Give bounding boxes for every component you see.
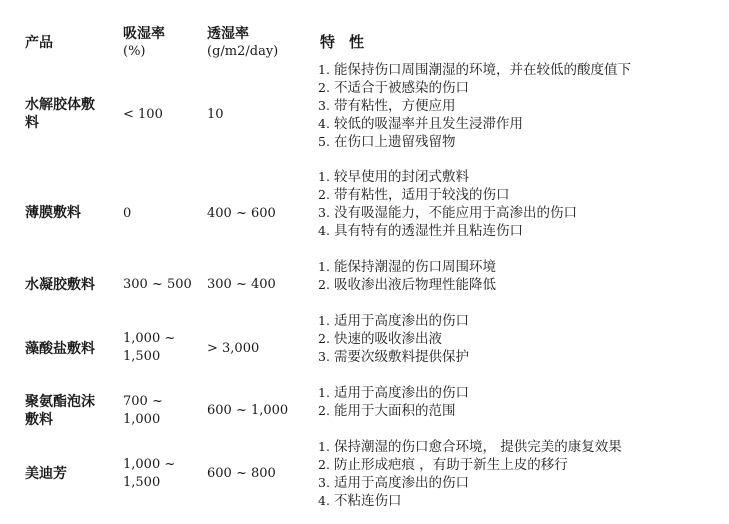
characteristic-item	[318, 186, 577, 204]
header-trans-label: 透湿率	[207, 26, 249, 42]
item-number: 1.	[318, 259, 330, 274]
item-number: 1.	[318, 385, 330, 400]
absorb-rate	[123, 205, 131, 223]
item-text: 需要次级敷料提供保护	[334, 349, 469, 365]
item-text: 适用于高度渗出的伤口	[334, 385, 469, 401]
item-text: 能保持伤口周围潮湿的环境，并在较低的酸度值下	[334, 62, 631, 78]
characteristic-item	[318, 384, 469, 402]
item-number: 4.	[318, 493, 330, 508]
absorb-rate-line1: 700 ~	[123, 394, 163, 409]
item-text: 没有吸湿能力，不能应用于高渗出的伤口	[334, 205, 577, 221]
product-name-line1: 水凝胶敷料	[25, 277, 95, 293]
product-name-line1: 聚氨酯泡沫	[25, 394, 95, 410]
transmission-rate: 600 ~ 800	[207, 466, 276, 481]
item-text: 快速的吸收渗出液	[334, 331, 442, 347]
product-name	[25, 393, 95, 429]
item-number: 2.	[318, 331, 330, 346]
product-name	[25, 96, 95, 132]
characteristic-item	[318, 258, 496, 276]
item-text: 防止形成疤痕 ，有助于新生上皮的移行	[334, 457, 568, 473]
item-text: 具有特有的透湿性并且粘连伤口	[334, 223, 523, 239]
characteristic-item	[318, 312, 469, 330]
item-text: 较早使用的封闭式敷料	[334, 169, 469, 185]
item-text: 能保持潮湿的伤口周围环境	[334, 259, 496, 275]
transmission-rate: 600 ~ 1,000	[207, 403, 289, 418]
item-text: 吸收渗出液后物理性能降低	[334, 277, 496, 293]
header-absorb-unit: (%)	[123, 44, 146, 59]
characteristic-item	[318, 61, 631, 79]
characteristic-item	[318, 222, 577, 240]
header-absorb-rate	[123, 25, 165, 61]
item-number: 4.	[318, 223, 330, 238]
characteristic-item	[318, 438, 622, 456]
item-number: 5.	[318, 134, 330, 149]
item-number: 3.	[318, 205, 330, 220]
product-name-line1: 美迪芳	[25, 466, 67, 482]
product-name-line1: 水解胶体敷	[25, 97, 95, 113]
item-number: 2.	[318, 187, 330, 202]
absorb-rate	[123, 106, 163, 124]
absorb-rate-line1: 1,000 ~	[123, 457, 176, 472]
item-text: 不粘连伤口	[334, 493, 402, 509]
item-text: 带有粘性，方便应用	[334, 98, 456, 114]
characteristic-item	[318, 168, 577, 186]
characteristic-item	[318, 204, 577, 222]
characteristic-item	[318, 456, 622, 474]
item-text: 适用于高度渗出的伤口	[334, 475, 469, 491]
item-text: 带有粘性，适用于较浅的伤口	[334, 187, 510, 203]
transmission-rate: 10	[207, 107, 224, 122]
product-name	[25, 340, 95, 358]
characteristic-item	[318, 97, 631, 115]
product-name	[25, 276, 95, 294]
product-name	[25, 204, 81, 222]
absorb-rate	[123, 393, 163, 429]
transmission-rate: > 3,000	[207, 341, 260, 356]
product-name-line1: 藻酸盐敷料	[25, 341, 95, 357]
characteristic-item	[318, 348, 469, 366]
item-text: 在伤口上遗留残留物	[334, 134, 456, 150]
characteristics-list	[318, 168, 577, 240]
characteristic-item	[318, 402, 469, 420]
item-number: 1.	[318, 313, 330, 328]
transmission-rate: 400 ~ 600	[207, 206, 276, 221]
product-name-line2: 料	[25, 115, 39, 131]
characteristic-item	[318, 474, 622, 492]
header-trans-unit: (g/m2/day)	[207, 44, 279, 59]
characteristics-list	[318, 61, 631, 151]
characteristic-item	[318, 133, 631, 151]
item-number: 2.	[318, 403, 330, 418]
transmission-rate: 300 ~ 400	[207, 277, 276, 292]
characteristics-list	[318, 384, 469, 420]
absorb-rate	[123, 330, 175, 366]
absorb-rate	[123, 276, 192, 294]
absorb-rate-line1: 1,000 ~	[123, 331, 176, 346]
product-name	[25, 465, 67, 483]
product-name-line1: 薄膜敷料	[25, 205, 81, 221]
header-characteristics: 特性	[320, 33, 379, 51]
item-number: 2.	[318, 277, 330, 292]
absorb-rate-line1: 0	[123, 206, 132, 221]
item-number: 3.	[318, 475, 330, 490]
item-number: 4.	[318, 116, 330, 131]
item-number: 3.	[318, 98, 330, 113]
item-text: 适用于高度渗出的伤口	[334, 313, 469, 329]
absorb-rate-line2: 1,500	[123, 349, 161, 364]
absorb-rate-line1: 300 ~ 500	[123, 277, 192, 292]
characteristic-item	[318, 79, 631, 97]
header-product: 产品	[25, 35, 53, 51]
item-text: 较低的吸湿率并且发生浸滞作用	[334, 116, 523, 132]
item-number: 1.	[318, 62, 330, 77]
absorb-rate-line2: 1,500	[123, 475, 161, 490]
characteristics-list	[318, 438, 622, 510]
absorb-rate-line2: 1,000	[123, 412, 161, 427]
item-number: 3.	[318, 349, 330, 364]
item-number: 1.	[318, 169, 330, 184]
absorb-rate-line1: < 100	[123, 107, 163, 122]
item-text: 能用于大面积的范围	[334, 403, 456, 419]
absorb-rate	[123, 456, 175, 492]
characteristics-list	[318, 258, 496, 294]
characteristic-item	[318, 492, 622, 510]
characteristic-item	[318, 276, 496, 294]
characteristic-item	[318, 115, 631, 133]
item-number: 2.	[318, 80, 330, 95]
item-number: 2.	[318, 457, 330, 472]
item-text: 保持潮湿的伤口愈合环境， 提供完美的康复效果	[334, 439, 622, 455]
characteristic-item	[318, 330, 469, 348]
product-name-line2: 敷料	[25, 412, 53, 428]
header-absorb-label: 吸湿率	[123, 26, 165, 42]
characteristics-list	[318, 312, 469, 366]
header-transmission-rate	[207, 25, 278, 61]
item-number: 1.	[318, 439, 330, 454]
item-text: 不适合于被感染的伤口	[334, 80, 469, 96]
